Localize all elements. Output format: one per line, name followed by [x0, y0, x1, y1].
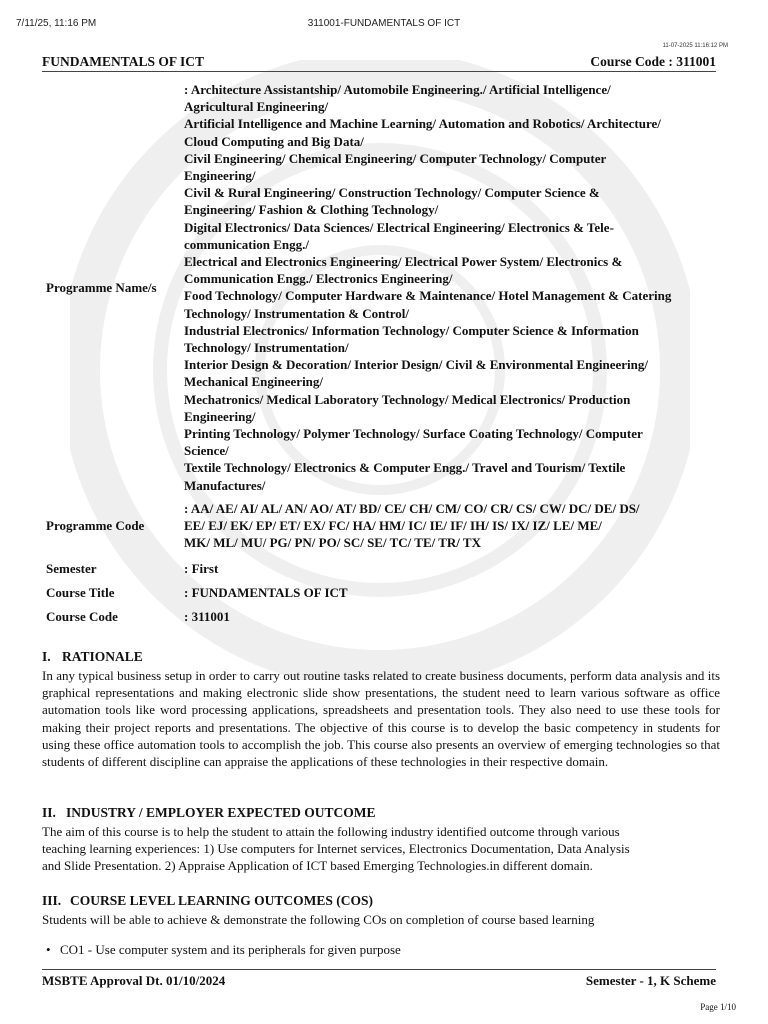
page-number: Page 1/10 — [700, 1002, 736, 1012]
course-code-heading: Course Code : 311001 — [590, 54, 716, 69]
browser-print-header — [0, 18, 768, 32]
text-line: The aim of this course is to help the student to attain the following industry identified outcome through various — [42, 824, 620, 839]
text-line: Civil & Rural Engineering/ Construction Technology/ Computer Science & — [184, 185, 600, 201]
programme-names-list — [184, 81, 744, 494]
text-line: and Slide Presentation. 2) Appraise Application of ICT based Emerging Technologies.in different domain. — [42, 858, 593, 874]
programme-code-label: Programme Code — [46, 518, 145, 533]
text-line: Digital Electronics/ Data Sciences/ Electrical Engineering/ Electronics & Tele- — [184, 219, 614, 235]
course-code-value: : 311001 — [184, 609, 230, 624]
text-line: Food Technology/ Computer Hardware & Maintenance/ Hotel Management & Catering — [184, 288, 672, 304]
text-line: teaching learning experiences: 1) Use computers for Internet services, Electronics Documentation, Data Analysis — [42, 841, 630, 857]
text-line: : Architecture Assistantship/ Automobile Engineering./ Artificial Intelligence/ — [184, 82, 611, 97]
section-title: RATIONALE — [62, 649, 143, 664]
document-header — [42, 51, 716, 72]
print-title: 311001-FUNDAMENTALS OF ICT — [307, 18, 461, 29]
programme-code-list — [184, 500, 714, 551]
text-line: Technology/ Instrumentation/ — [184, 340, 349, 356]
section-title: COURSE LEVEL LEARNING OUTCOMES (COS) — [70, 893, 374, 908]
text-line: Engineering/ — [184, 168, 256, 184]
generated-timestamp: 11-07-2025 11:16:12 PM — [662, 43, 728, 49]
section-number: III. — [42, 893, 62, 908]
industry-outcome-heading — [42, 805, 376, 821]
rationale-heading — [42, 649, 143, 665]
text-line: communication Engg./ — [184, 236, 309, 252]
scheme-label: Semester - 1, K Scheme — [585, 973, 716, 988]
course-outcomes-heading — [42, 893, 373, 909]
section-number: II. — [42, 805, 56, 820]
bullet-icon: • — [46, 942, 51, 957]
course-title-value: : FUNDAMENTALS OF ICT — [184, 585, 348, 600]
text-line: Electrical and Electronics Engineering/ Electrical Power System/ Electronics & — [184, 254, 623, 270]
rationale-paragraph: In any typical business setup in order to carry out routine tasks related to create business documents, perform data analysis and its graphical representations and making electronic slide show presentations, the student need to learn various software as office automation tools like word processing applications, spreadsheets and presentation tools. They also need to use these tools for making their project reports and presentations. The objective of this course is to develop the basic competency in students for using these office automation tools to accomplish the job. This course also presents an overview of emerging technologies so that students of different discipline can appraise the applications of these technologies in their respective domain. — [42, 668, 720, 770]
text-line: Printing Technology/ Polymer Technology/ Surface Coating Technology/ Computer — [184, 426, 643, 442]
text-line: Science/ — [184, 443, 229, 459]
course-outcomes-intro: Students will be able to achieve & demonstrate the following COs on completion of course based learning — [42, 912, 595, 927]
text-line: Engineering/ Fashion & Clothing Technology/ — [184, 202, 439, 218]
text-line: EE/ EJ/ EK/ EP/ ET/ EX/ FC/ HA/ HM/ IC/ IE/ IF/ IH/ IS/ IX/ IZ/ LE/ ME/ — [184, 518, 602, 533]
section-title: INDUSTRY / EMPLOYER EXPECTED OUTCOME — [66, 805, 376, 820]
course-code-label: Course Code — [46, 609, 118, 624]
course-title-label: Course Title — [46, 585, 115, 600]
text-line: MK/ ML/ MU/ PG/ PN/ PO/ SC/ SE/ TC/ TE/ TR/ TX — [184, 535, 481, 550]
text-line: : AA/ AE/ AI/ AL/ AN/ AO/ AT/ BD/ CE/ CH/ CM/ CO/ CR/ CS/ CW/ DC/ DE/ DS/ — [184, 501, 640, 516]
text-line: Manufactures/ — [184, 477, 266, 493]
semester-label: Semester — [46, 561, 97, 576]
list-item — [46, 942, 401, 958]
text-line: Interior Design & Decoration/ Interior Design/ Civil & Environmental Engineering/ — [184, 357, 649, 373]
programme-names-label: Programme Name/s — [46, 280, 157, 295]
page-footer — [42, 969, 716, 990]
course-name-heading: FUNDAMENTALS OF ICT — [42, 54, 205, 69]
course-outcomes-list — [46, 942, 401, 958]
section-number: I. — [42, 649, 51, 664]
text-line: Industrial Electronics/ Information Technology/ Computer Science & Information — [184, 322, 639, 338]
text-line: Artificial Intelligence and Machine Learning/ Automation and Robotics/ Architecture/ — [184, 116, 661, 132]
text-line: Communication Engg./ Electronics Engineering/ — [184, 271, 453, 287]
text-line: Technology/ Instrumentation & Control/ — [184, 305, 409, 321]
approval-date: MSBTE Approval Dt. 01/10/2024 — [42, 973, 226, 988]
print-date: 7/11/25, 11:16 PM — [16, 18, 97, 29]
text-line: Cloud Computing and Big Data/ — [184, 133, 364, 149]
text-line: Mechanical Engineering/ — [184, 374, 324, 390]
industry-outcome-paragraph — [42, 823, 720, 875]
text-line: Textile Technology/ Electronics & Computer Engg./ Travel and Tourism/ Textile — [184, 460, 626, 476]
text-line: Civil Engineering/ Chemical Engineering/ Computer Technology/ Computer — [184, 150, 607, 166]
list-item-text: CO1 - Use computer system and its peripherals for given purpose — [60, 942, 401, 957]
text-line: Mechatronics/ Medical Laboratory Technology/ Medical Electronics/ Production — [184, 391, 631, 407]
text-line: Engineering/ — [184, 408, 256, 424]
semester-value: : First — [184, 561, 219, 576]
text-line: Agricultural Engineering/ — [184, 99, 329, 115]
